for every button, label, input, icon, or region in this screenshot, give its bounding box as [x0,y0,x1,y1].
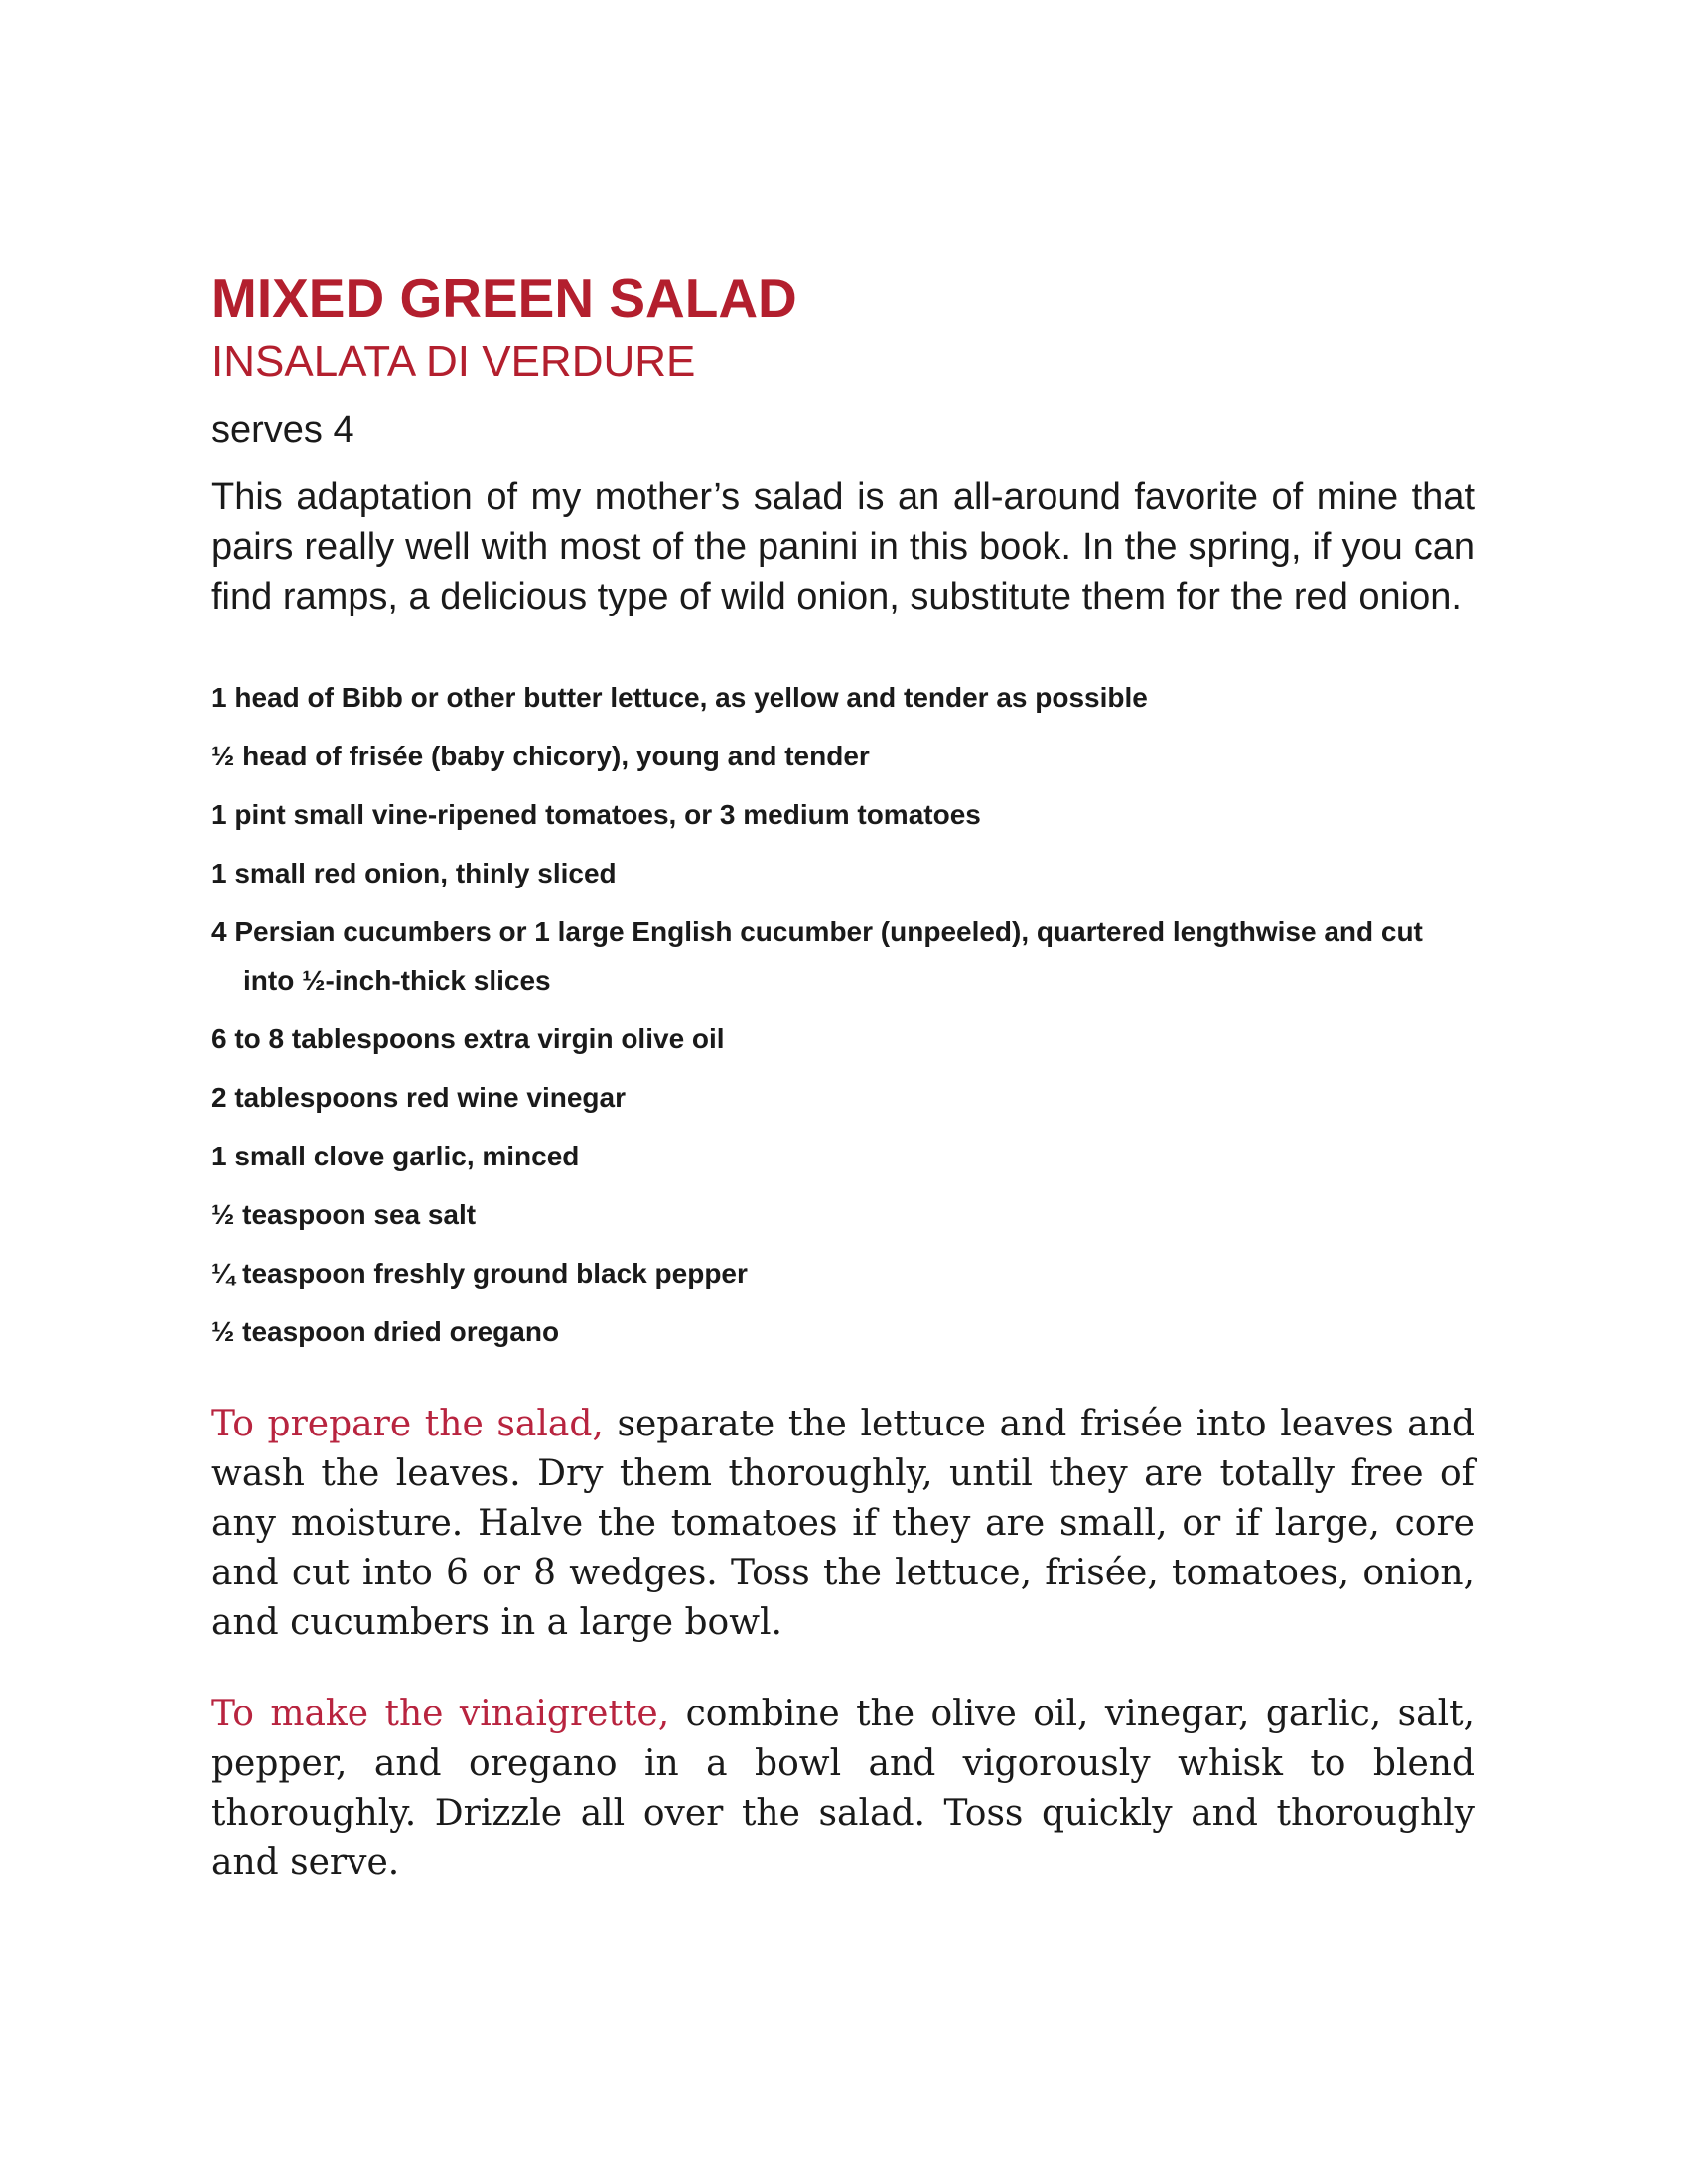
recipe-subtitle: INSALATA DI VERDURE [211,338,696,386]
step-lead-in: To make the vinaigrette, [211,1694,670,1734]
ingredient-item: 1 small clove garlic, minced [211,1141,580,1171]
ingredient-item: 6 to 8 tablespoons extra virgin olive oil [211,1024,725,1054]
serves-count: serves 4 [211,409,354,451]
step-text: separate the lettuce and frisée into leaves and wash the leaves. Dry them thoroughly, until they are totally free of any moisture. Halve the tomatoes if they are small, or if large, core and cut into 6 or 8 wedges. Toss the lettuce, frisée, tomatoes, onion, and cucumbers in a large bowl. [211,1404,1475,1643]
ingredient-item: ½ teaspoon sea salt [211,1199,477,1230]
ingredient-item: ¼ teaspoon freshly ground black pepper [211,1258,748,1289]
ingredient-item: 1 small red onion, thinly sliced [211,858,617,888]
method-step-vinaigrette [211,1690,1475,1888]
ingredient-item: ½ head of frisée (baby chicory), young and tender [211,741,870,771]
ingredient-item: 2 tablespoons red wine vinegar [211,1082,627,1113]
recipe-intro: This adaptation of my mother’s salad is an all-around favorite of mine that pairs really well with most of the panini in this book. In the spring, if you can find ramps, a delicious type of wild onion, substitute them for the red onion. [211,477,1475,617]
ingredient-item: ½ teaspoon dried oregano [211,1316,560,1347]
ingredient-item: 1 pint small vine-ripened tomatoes, or 3 medium tomatoes [211,799,981,830]
recipe-page [211,266,1475,1888]
ingredient-list [211,673,1475,1356]
step-text: combine the olive oil, vinegar, garlic, salt, pepper, and oregano in a bowl and vigorously whisk to blend thoroughly. Drizzle all over the salad. Toss quickly and thoroughly and serve. [211,1694,1475,1883]
method-step-prepare-salad [211,1400,1475,1648]
step-lead-in: To prepare the salad, [211,1404,604,1444]
ingredient-item: 4 Persian cucumbers or 1 large English cucumber (unpeeled), quartered lengthwise and cut into ½-inch-thick slices [211,916,1423,996]
recipe-title: MIXED GREEN SALAD [211,267,797,329]
ingredient-item: 1 head of Bibb or other butter lettuce, as yellow and tender as possible [211,682,1148,713]
